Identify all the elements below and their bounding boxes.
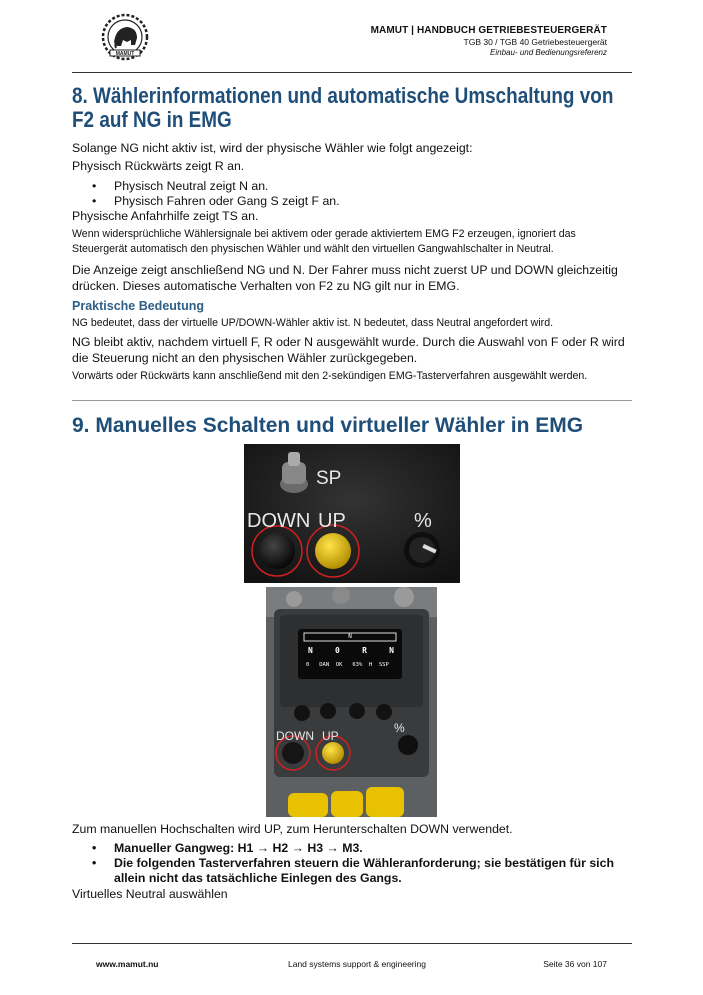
header-subtitle: TGB 30 / TGB 40 Getriebesteuergerät [463, 37, 607, 47]
header-subsubtitle: Einbau- und Bedienungsreferenz [490, 48, 607, 57]
down-label: DOWN [276, 729, 314, 743]
display-status-row: 0 DAN OK 63% H SSP [306, 662, 389, 668]
footer-page-number: Seite 36 von 107 [543, 959, 607, 969]
s9-paragraph-1: Zum manuellen Hochschalten wird UP, zum Herunterschalten DOWN verwendet. [72, 822, 513, 836]
s8-bullet-list [92, 179, 632, 209]
display-cell: N [308, 646, 313, 655]
s8-paragraph-6: NG bedeutet, dass der virtuelle UP/DOWN-Wähler aktiv ist. N bedeutet, dass Neutral angefordert wird. [72, 317, 554, 329]
s8-paragraph-4: Wenn widersprüchliche Wählersignale bei aktivem oder gerade aktiviertem EMG F2 erzeugen, ignoriert das Steuergerät automatisch den physischen Wähler und wählt den virtuellen Gangwahlschalter in Neutral. [72, 228, 576, 255]
list-item: • Physisch Fahren oder Gang S zeigt F an. [92, 194, 632, 209]
header-title: MAMUT | HANDBUCH GETRIEBESTEUERGERÄT [370, 25, 607, 36]
s8-paragraph-7: NG bleibt aktiv, nachdem virtuell F, R oder N ausgewählt wurde. Durch die Auswahl von F oder R wird die Steuerung nicht an den physischen Wähler zurückgegeben. [72, 335, 625, 365]
s8-subheading: Praktische Bedeutung [72, 299, 204, 313]
s8-paragraph-5: Die Anzeige zeigt anschließend NG und N. Der Fahrer muss nicht zuerst UP und DOWN gleichzeitig drücken. Dieses automatische Verhalten von F2 zu NG gilt nur in EMG. [72, 263, 618, 293]
percent-label: % [414, 510, 432, 532]
percent-label: % [394, 721, 405, 735]
s8-paragraph-2: Physisch Rückwärts zeigt R an. [72, 159, 245, 173]
svg-text:MAMUT: MAMUT [115, 51, 135, 57]
header-rule [72, 72, 632, 73]
display-cell: 0 [335, 646, 340, 655]
section-divider [72, 400, 632, 401]
s9-bullet-list [92, 841, 632, 886]
display-cell: R [362, 646, 367, 655]
list-item: • Die folgenden Tasterverfahren steuern die Wähleranforderung; sie bestätigen für sich allein nicht das tatsächliche Einlegen des Gangs. [92, 856, 632, 886]
down-label: DOWN [247, 510, 311, 532]
s9-paragraph-2: Virtuelles Neutral auswählen [72, 887, 228, 901]
section-8-heading: 8. Wählerinformationen und automatische Umschaltung von F2 auf NG in EMG [72, 83, 614, 132]
mamut-seal-logo [94, 12, 156, 62]
footer-tagline: Land systems support & engineering [288, 959, 426, 969]
display-top-row: N [348, 633, 352, 640]
section-9-heading: 9. Manuelles Schalten und virtueller Wähler in EMG [72, 414, 584, 437]
display-gear-row [308, 646, 394, 655]
footer-rule [72, 943, 632, 944]
list-item: • Physisch Neutral zeigt N an. [92, 179, 632, 194]
list-item: • Manueller Gangweg: H1 → H2 → H3 → M3. [92, 841, 632, 856]
s8-paragraph-3: Physische Anfahrhilfe zeigt TS an. [72, 209, 259, 223]
up-label: UP [322, 729, 339, 743]
up-label: UP [318, 510, 346, 532]
control-panel-photo [244, 444, 460, 583]
s8-paragraph-1: Solange NG nicht aktiv ist, wird der physische Wähler wie folgt angezeigt: [72, 141, 473, 155]
sp-label: SP [316, 468, 342, 489]
s8-paragraph-8: Vorwärts oder Rückwärts kann anschließend mit den 2-sekündigen EMG-Tasterverfahren ausgewählt werden. [72, 370, 588, 382]
display-cell: N [389, 646, 394, 655]
footer-website-link[interactable]: www.mamut.nu [96, 959, 159, 969]
control-unit-photo [266, 587, 437, 817]
